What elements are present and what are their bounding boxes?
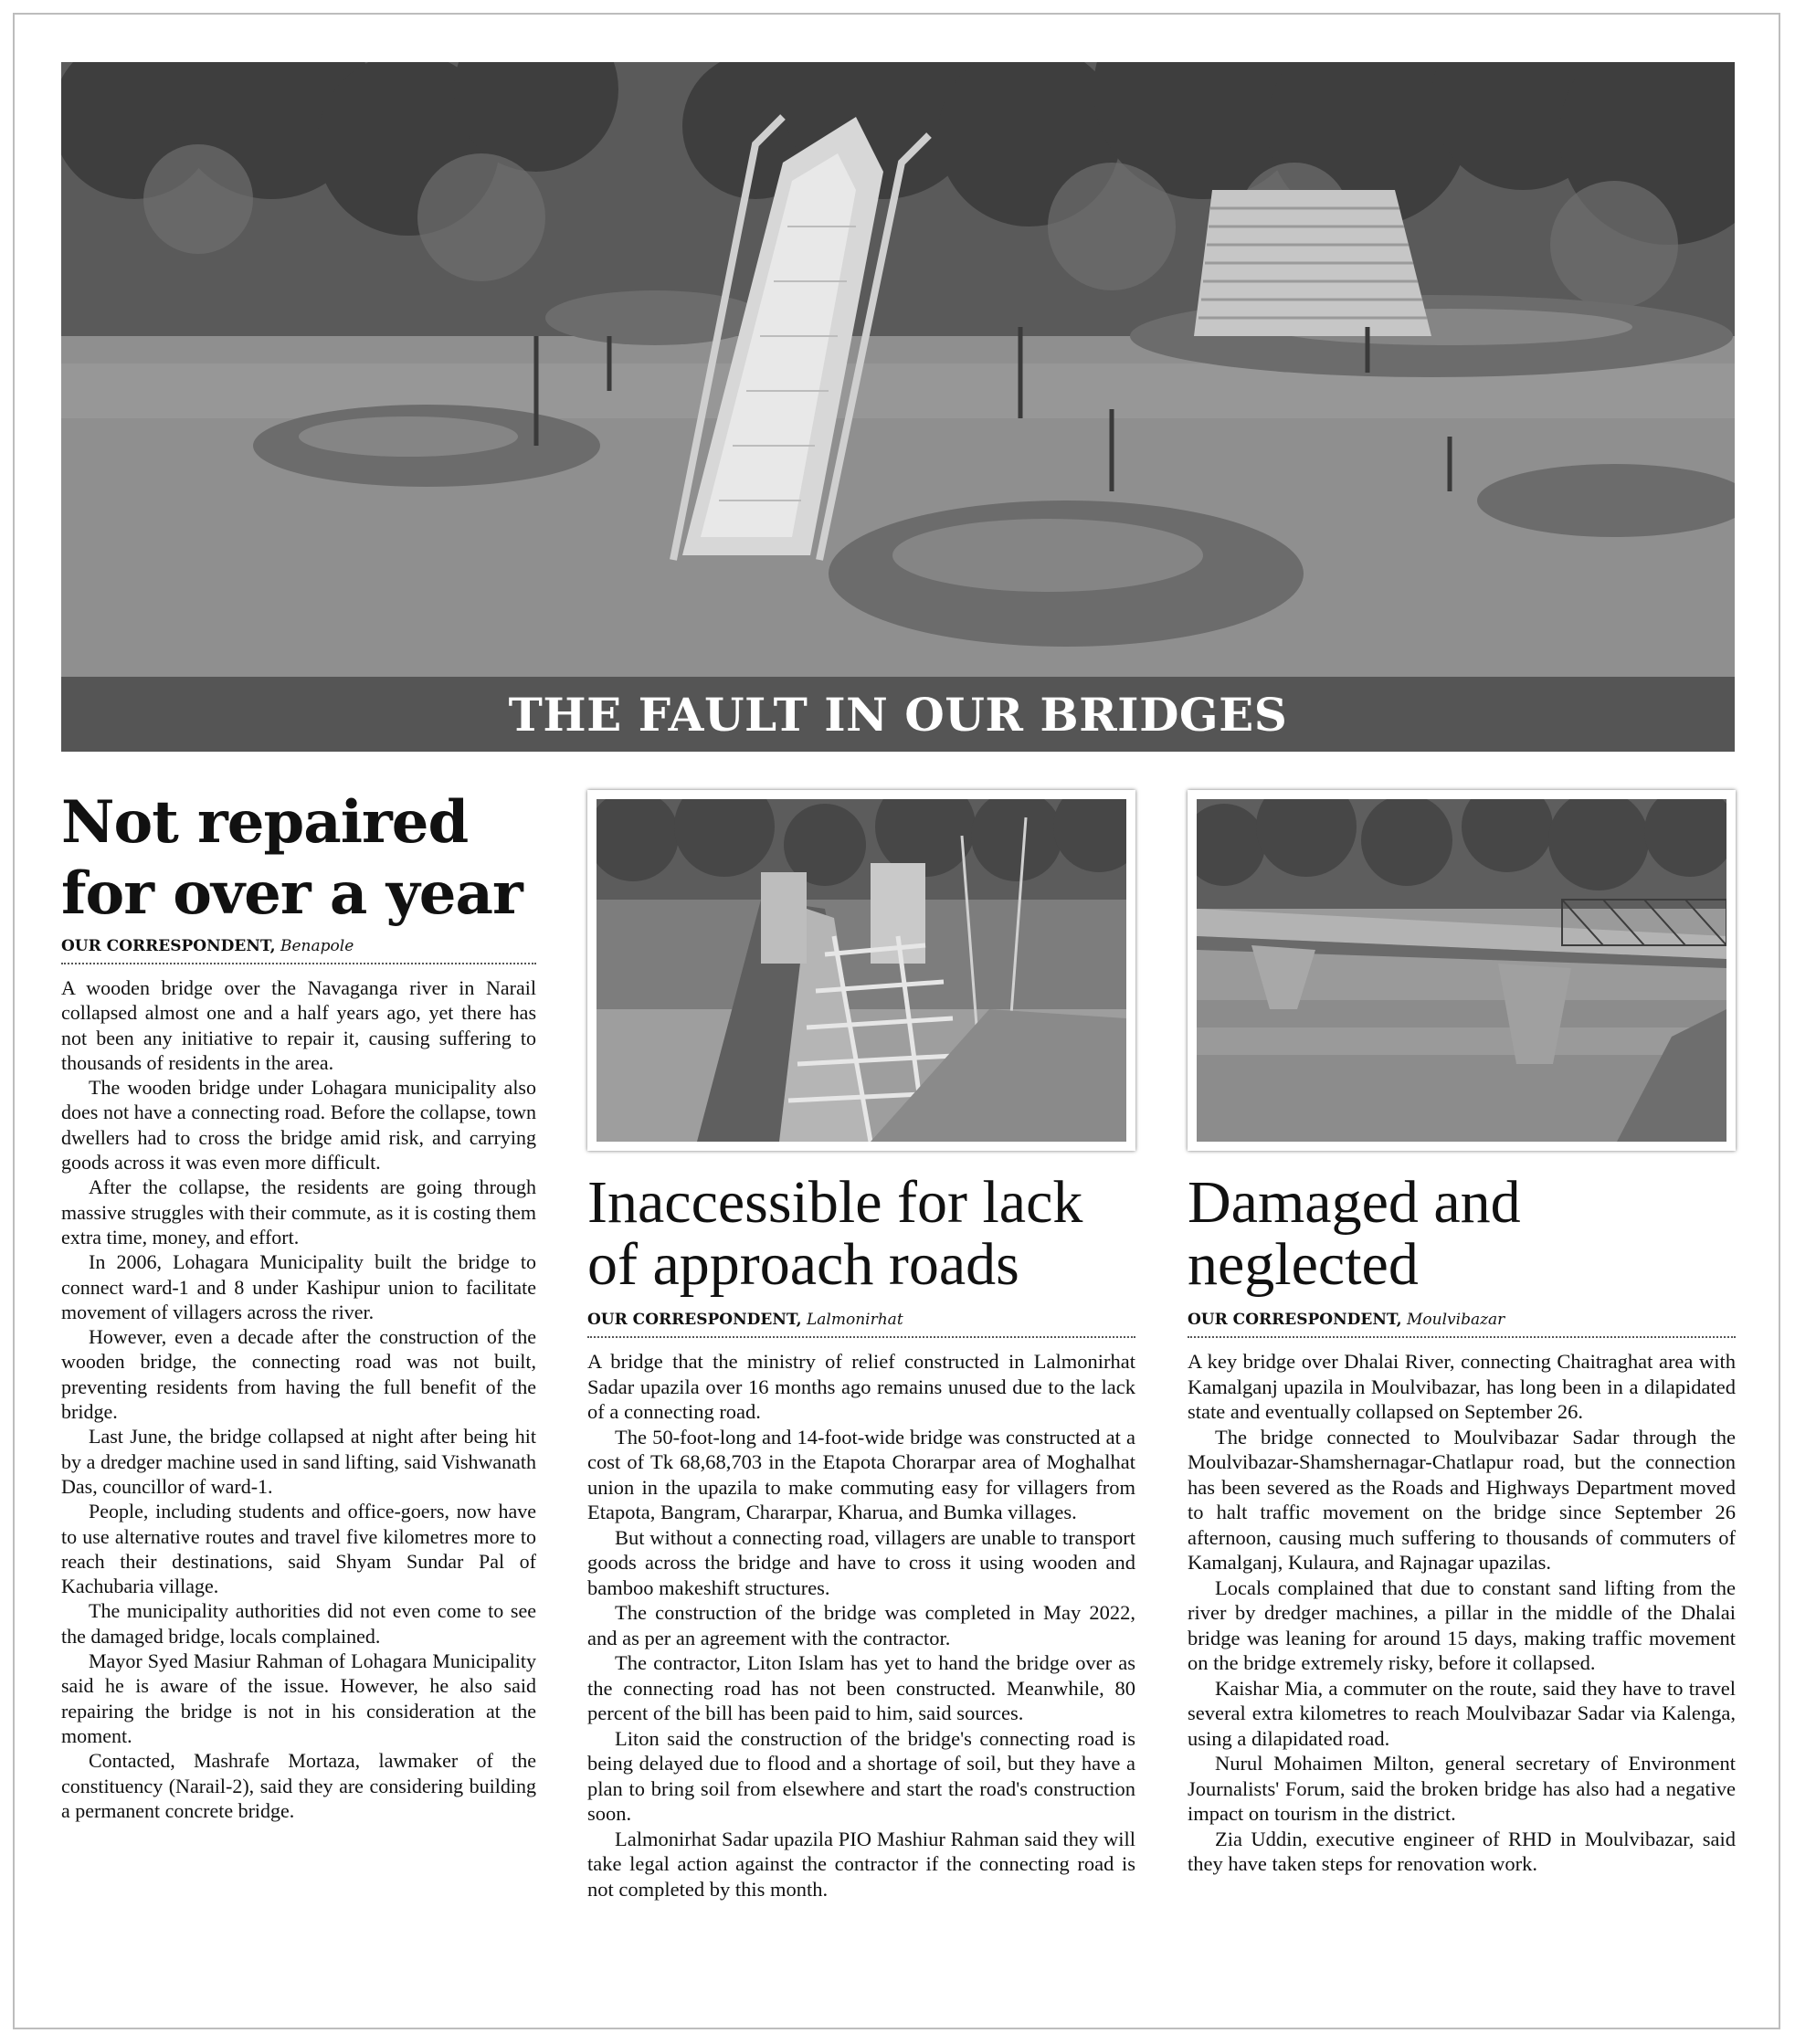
story-paragraph: Zia Uddin, executive engineer of RHD in Moulvibazar, said they have taken steps for renovation work. — [1188, 1827, 1736, 1875]
story-paragraph: A wooden bridge over the Navaganga river in Narail collapsed almost one and a half years ago, yet there has not been any initiative to repair it, causing suffering to thousands of residents in the area. — [61, 976, 536, 1074]
story-paragraph: A key bridge over Dhalai River, connecting Chaitraghat area with Kamalganj upazila in Moulvibazar, has long been in a dilapidated state and eventually collapsed on September 26. — [1188, 1350, 1736, 1423]
story-paragraph: However, even a decade after the construction of the wooden bridge, the connecting road was not built, preventing residents from having the full benefit of the bridge. — [61, 1325, 536, 1424]
story-inaccessible — [587, 1169, 1135, 1902]
byline-place: Lalmonirhat — [807, 1311, 903, 1329]
story-body — [587, 1349, 1135, 1902]
story-paragraph: Mayor Syed Masiur Rahman of Lohagara Municipality said he is aware of the issue. However, he also said repairing the bridge is not in his consideration at the moment. — [61, 1649, 536, 1747]
story-paragraph: People, including students and office-goers, now have to use alternative routes and travel five kilometres more to reach their destinations, said Shyam Sundar Pal of Kachubaria village. — [61, 1500, 536, 1598]
byline-name: OUR CORRESPONDENT, — [1188, 1311, 1402, 1329]
story-paragraph: Last June, the bridge collapsed at night after being hit by a dredger machine used in sand lifting, said Vishwanath Das, councillor of ward-1. — [61, 1425, 536, 1498]
byline-name: OUR CORRESPONDENT, — [587, 1311, 802, 1329]
story-byline — [1188, 1311, 1736, 1338]
story-paragraph: The 50-foot-long and 14-foot-wide bridge was constructed at a cost of Tk 68,68,703 in the Etapota Chorarpar area of Moghalhat union in the upazila to make commuting easy for villagers from Etapota, Bangram, Chararpar, Kharua, and Bumka villages. — [587, 1425, 1135, 1523]
story-paragraph: Kaishar Mia, a commuter on the route, said they have to travel several extra kilometres to reach Moulvibazar Sadar via Kalenga, using a dilapidated road. — [1188, 1676, 1736, 1750]
story-paragraph: But without a connecting road, villagers are unable to transport goods across the bridge and have to cross it using wooden and bamboo makeshift structures. — [587, 1525, 1135, 1599]
story-not-repaired — [61, 787, 536, 1823]
story-byline — [587, 1311, 1135, 1338]
byline-place: Benapole — [280, 937, 354, 955]
story-paragraph: Nurul Mohaimen Milton, general secretary of Environment Journalists' Forum, said the broken bridge has also had a negative impact on tourism in the district. — [1188, 1752, 1736, 1825]
story-paragraph: The construction of the bridge was completed in May 2022, and as per an agreement with the contractor. — [587, 1601, 1135, 1649]
story-paragraph: The municipality authorities did not even come to see the damaged bridge, locals complained. — [61, 1599, 536, 1648]
byline-name: OUR CORRESPONDENT, — [61, 937, 276, 955]
story-body — [1188, 1349, 1736, 1877]
section-banner-title: THE FAULT IN OUR BRIDGES — [508, 687, 1288, 742]
story-paragraph: The contractor, Liton Islam has yet to hand the bridge over as the connecting road has not been constructed. Meanwhile, 80 percent of the bill has been paid to him, said sources. — [587, 1651, 1135, 1724]
story-damaged-neglected — [1188, 1169, 1736, 1877]
story-paragraph: Liton said the construction of the bridge's connecting road is being delayed due to flood and a shortage of soil, but they have a plan to bring soil from elsewhere and start the road's construction soon. — [587, 1726, 1135, 1825]
section-banner — [61, 677, 1735, 752]
story-paragraph: In 2006, Lohagara Municipality built the bridge to connect ward-1 and 8 under Kashipur union to facilitate movement of villagers across the river. — [61, 1250, 536, 1323]
story-paragraph: The wooden bridge under Lohagara municipality also does not have a connecting road. Before the collapse, town dwellers had to cross the bridge amid risk, and carrying goods across it was even more difficult. — [61, 1076, 536, 1175]
story-paragraph: Lalmonirhat Sadar upazila PIO Mashiur Rahman said they will take legal action against the contractor if the connecting road is not completed by this month. — [587, 1827, 1135, 1901]
story-paragraph: A bridge that the ministry of relief constructed in Lalmonirhat Sadar upazila over 16 months ago remains unused due to the lack of a connecting road. — [587, 1350, 1135, 1423]
story-paragraph: Locals complained that due to constant sand lifting from the river by dredger machines, a pillar in the middle of the Dhalai bridge was leaning for around 15 days, making traffic movement on the bridge extremely risky, before it collapsed. — [1188, 1575, 1736, 1674]
story-body — [61, 975, 536, 1823]
story-paragraph: The bridge connected to Moulvibazar Sadar through the Moulvibazar-Shamshernagar-Chatlapur road, but the connection has been severed as the Roads and Highways Department moved to halt traffic movement on the bridge since September 26 afternoon, causing much suffering to thousands of commuters of Kamalganj, Kulaura, and Rajnagar upazilas. — [1188, 1425, 1736, 1574]
photo-bamboo-bridge — [587, 790, 1135, 1151]
story-headline: Damaged and neglected — [1188, 1169, 1521, 1298]
byline-place: Moulvibazar — [1407, 1311, 1505, 1329]
story-byline — [61, 937, 536, 964]
photo-concrete-bridge — [1188, 790, 1736, 1151]
story-headline: Not repaired for over a year — [61, 788, 523, 928]
story-paragraph: Contacted, Mashrafe Mortaza, lawmaker of the constituency (Narail-2), said they are considering building a permanent concrete bridge. — [61, 1749, 536, 1822]
story-paragraph: After the collapse, the residents are going through massive struggles with their commute, as it is costing them extra time, money, and effort. — [61, 1175, 536, 1249]
story-headline: Inaccessible for lack of approach roads — [587, 1169, 1083, 1298]
hero-photo-collapsed-bridge — [61, 62, 1735, 677]
